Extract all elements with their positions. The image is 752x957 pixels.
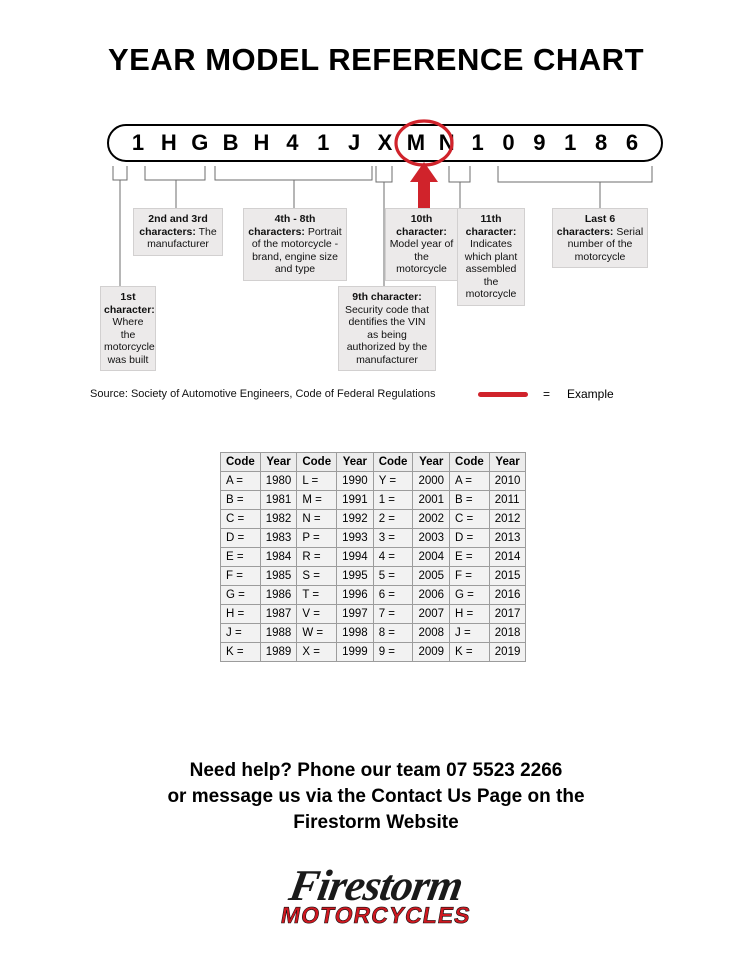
table-cell: 2009	[413, 643, 450, 662]
table-cell: 2013	[489, 529, 526, 548]
table-cell: 9 =	[373, 643, 413, 662]
table-cell: 1984	[260, 548, 297, 567]
table-row	[221, 548, 526, 567]
callout-body: Security code that dentifies the VIN as being authorized by the manufacturer	[344, 303, 430, 366]
table-cell: H =	[221, 605, 261, 624]
table-cell: L =	[297, 472, 337, 491]
table-cell: 2012	[489, 510, 526, 529]
source-note: Source: Society of Automotive Engineers, Code of Federal Regulations	[90, 388, 436, 400]
table-cell: 2017	[489, 605, 526, 624]
callout-heading: Last 6 characters:	[556, 213, 616, 238]
table-cell: 1 =	[373, 491, 413, 510]
table-cell: V =	[297, 605, 337, 624]
vin-number-capsule	[107, 124, 663, 162]
table-cell: 2001	[413, 491, 450, 510]
table-row	[221, 472, 526, 491]
table-cell: 2000	[413, 472, 450, 491]
table-cell: J =	[221, 624, 261, 643]
table-cell: S =	[297, 567, 337, 586]
table-cell: 1989	[260, 643, 297, 662]
callout-body: Portrait of the motorcycle - brand, engine size and type	[251, 225, 342, 275]
callout-heading: 10th character:	[396, 213, 447, 238]
vin-char: J	[348, 130, 361, 155]
table-cell: 2018	[489, 624, 526, 643]
table-cell: R =	[297, 548, 337, 567]
callout-body: Indicates which plant assembled the motorcycle	[464, 238, 518, 300]
vin-char: H	[160, 130, 177, 155]
table-cell: 2016	[489, 586, 526, 605]
table-cell-highlighted: M =	[297, 491, 337, 510]
table-cell: 2003	[413, 529, 450, 548]
callout-heading: 2nd and 3rd characters:	[139, 213, 208, 238]
callout-body: Serial number of the motorcycle	[567, 225, 644, 263]
table-cell: A =	[450, 472, 490, 491]
table-cell: 2006	[413, 586, 450, 605]
vin-char: B	[222, 130, 239, 155]
table-cell: B =	[450, 491, 490, 510]
table-cell: F =	[221, 567, 261, 586]
table-cell: 1996	[337, 586, 374, 605]
table-cell: 2014	[489, 548, 526, 567]
table-cell: 2002	[413, 510, 450, 529]
callout-1st-character	[100, 286, 156, 371]
table-cell: 1983	[260, 529, 297, 548]
table-cell: P =	[297, 529, 337, 548]
table-cell: 2010	[489, 472, 526, 491]
vin-char: X	[377, 130, 393, 155]
callout-heading: 11th character:	[465, 213, 517, 238]
table-cell: W =	[297, 624, 337, 643]
table-cell: K =	[450, 643, 490, 662]
table-cell: 1985	[260, 567, 297, 586]
table-cell: 4 =	[373, 548, 413, 567]
table-cell: X =	[297, 643, 337, 662]
table-cell: 1992	[337, 510, 374, 529]
table-row	[221, 624, 526, 643]
legend-equals-sign: =	[543, 387, 551, 401]
table-cell: 1995	[337, 567, 374, 586]
table-cell: 1998	[337, 624, 374, 643]
table-header-cell: Year	[413, 453, 450, 472]
footer-line-3: Firestorm Website	[293, 812, 459, 833]
table-header-cell: Year	[337, 453, 374, 472]
table-cell: 2007	[413, 605, 450, 624]
table-cell: C =	[450, 510, 490, 529]
table-cell: 1999	[337, 643, 374, 662]
table-row	[221, 643, 526, 662]
table-cell: 3 =	[373, 529, 413, 548]
callout-heading: 4th - 8th characters:	[248, 213, 316, 238]
table-cell: 2004	[413, 548, 450, 567]
logo-wordmark-motorcycles: MOTORCYCLES	[279, 902, 474, 928]
callout-heading: 9th character:	[352, 291, 422, 303]
vin-char: N	[438, 130, 455, 155]
vin-char-highlighted: M	[406, 130, 426, 155]
footer-line-1: Need help? Phone our team 07 5523 2266	[189, 760, 563, 781]
table-header-cell: Code	[373, 453, 413, 472]
table-cell: H =	[450, 605, 490, 624]
table-cell: Y =	[373, 472, 413, 491]
footer-contact-message	[0, 758, 752, 836]
table-cell: 2008	[413, 624, 450, 643]
table-header-cell: Year	[489, 453, 526, 472]
table-cell: 1993	[337, 529, 374, 548]
vin-char: 1	[317, 130, 330, 155]
table-cell: 1981	[260, 491, 297, 510]
callout-11th-character	[457, 208, 525, 306]
table-header-cell: Year	[260, 453, 297, 472]
table-cell: D =	[221, 529, 261, 548]
table-cell: 1987	[260, 605, 297, 624]
page-title: YEAR MODEL REFERENCE CHART	[107, 42, 645, 77]
table-cell: 1986	[260, 586, 297, 605]
table-row	[221, 567, 526, 586]
table-cell: 2015	[489, 567, 526, 586]
table-cell: K =	[221, 643, 261, 662]
vin-char: 1	[131, 130, 145, 155]
table-cell: 1997	[337, 605, 374, 624]
table-cell: G =	[450, 586, 490, 605]
table-row	[221, 510, 526, 529]
vin-char: G	[191, 130, 209, 155]
table-cell: 1990	[337, 472, 374, 491]
table-row	[221, 491, 526, 510]
table-cell: 6 =	[373, 586, 413, 605]
table-cell: 2005	[413, 567, 450, 586]
table-header-cell: Code	[221, 453, 261, 472]
vin-char: 6	[625, 130, 639, 155]
callout-last-6-characters	[552, 208, 648, 268]
table-cell: N =	[297, 510, 337, 529]
table-cell: E =	[450, 548, 490, 567]
callout-2nd-3rd-characters	[133, 208, 223, 256]
table-cell: 2011	[489, 491, 526, 510]
vin-char: 4	[286, 130, 299, 155]
highlight-arrow-10th-char	[410, 162, 438, 208]
table-cell: 2019	[489, 643, 526, 662]
table-cell-highlighted: 1991	[337, 491, 374, 510]
table-cell: C =	[221, 510, 261, 529]
callout-9th-character	[338, 286, 436, 371]
year-code-table	[220, 452, 526, 662]
table-cell: 5 =	[373, 567, 413, 586]
callout-4th-8th-characters	[243, 208, 347, 281]
vin-char: 9	[533, 130, 546, 155]
legend-dash-icon	[478, 392, 528, 397]
table-cell: T =	[297, 586, 337, 605]
callout-body: Where the motorcycle was built	[104, 316, 155, 366]
firestorm-motorcycles-logo	[196, 858, 556, 934]
table-cell: D =	[450, 529, 490, 548]
callout-body: The manufacturer	[147, 225, 217, 250]
vin-char: H	[253, 130, 270, 155]
vin-char: 0	[502, 130, 515, 155]
footer-line-2: or message us via the Contact Us Page on the	[167, 786, 585, 807]
table-cell: G =	[221, 586, 261, 605]
vin-char: 1	[564, 130, 577, 155]
table-row	[221, 529, 526, 548]
table-cell: 2 =	[373, 510, 413, 529]
table-row	[221, 605, 526, 624]
vin-char: 1	[471, 130, 484, 155]
logo-wordmark-firestorm: Firestorm	[285, 861, 467, 910]
table-cell: E =	[221, 548, 261, 567]
legend-example-label: Example	[567, 387, 614, 401]
callout-heading: 1st character:	[104, 291, 155, 316]
vin-char: 8	[595, 130, 608, 155]
table-header-cell: Code	[297, 453, 337, 472]
table-cell: 7 =	[373, 605, 413, 624]
table-cell: B =	[221, 491, 261, 510]
table-cell: J =	[450, 624, 490, 643]
table-cell: A =	[221, 472, 261, 491]
callout-10th-character	[385, 208, 458, 281]
table-cell: 8 =	[373, 624, 413, 643]
table-header-cell: Code	[450, 453, 490, 472]
table-cell: 1982	[260, 510, 297, 529]
table-header-row	[221, 453, 526, 472]
table-cell: F =	[450, 567, 490, 586]
table-cell: 1980	[260, 472, 297, 491]
table-row	[221, 586, 526, 605]
callout-body: Model year of the motorcycle	[389, 238, 454, 275]
table-cell: 1988	[260, 624, 297, 643]
table-cell: 1994	[337, 548, 374, 567]
